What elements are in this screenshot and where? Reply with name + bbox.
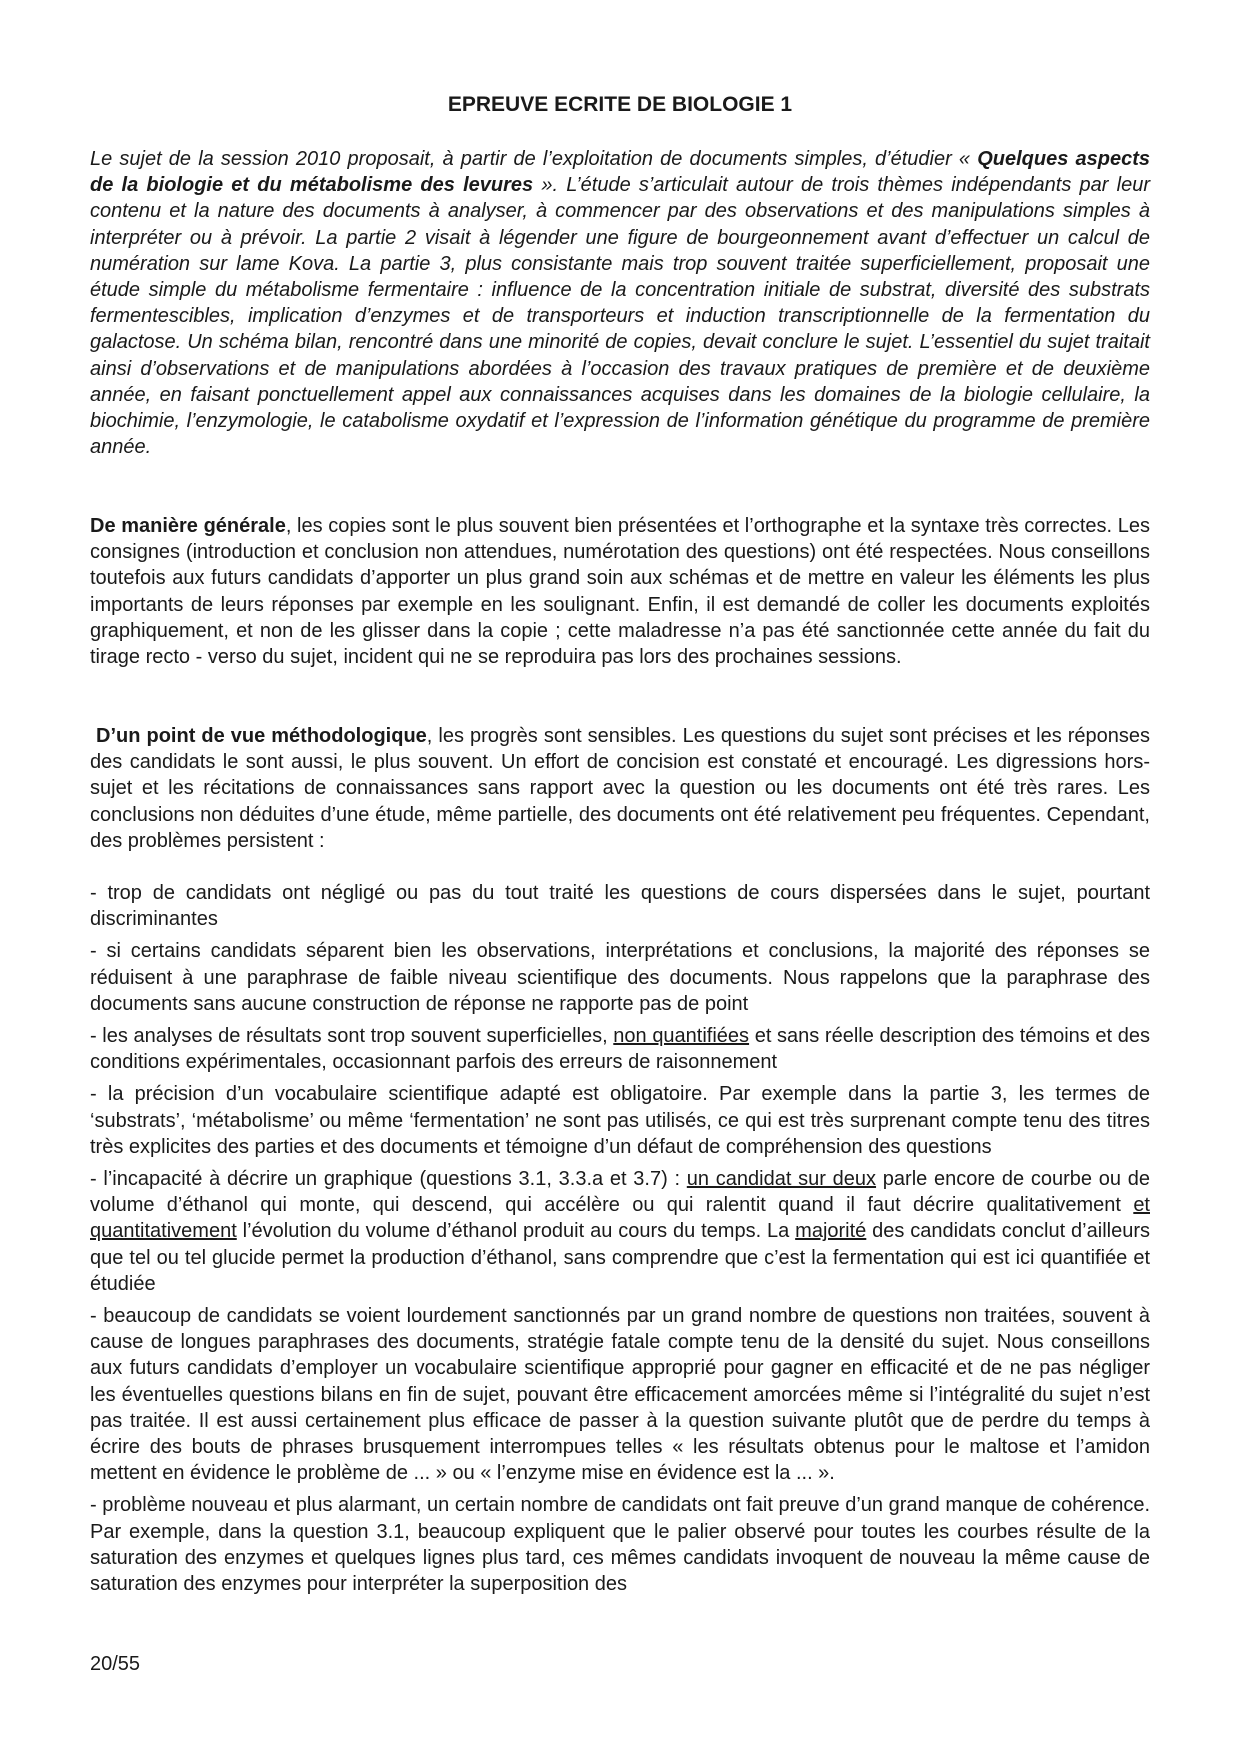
underlined-text: non quantifiées (613, 1025, 750, 1048)
problem-item: - si certains candidats séparent bien les observations, interprétations et conclusions, la majorité des réponses se réduisent à une paraphrase de faible niveau scientifique des documents. Nous rappelons que la paraphrase des documents sans aucune construction de réponse ne rapporte pas de point (90, 940, 1150, 1015)
problem-text: et sans réelle description des témoins et des conditions expérimentales, occasionnant parfois des erreurs de raisonnement (90, 1025, 1150, 1074)
general-lead: De manière générale (90, 515, 286, 537)
problem-text: - l’incapacité à décrire un graphique (questions 3.1, 3.3.a et 3.7) : (90, 1168, 687, 1191)
intro-paragraph (90, 146, 1150, 460)
general-section (90, 513, 1150, 670)
problem-item (90, 1023, 1150, 1075)
general-text: , les copies sont le plus souvent bien présentées et l’orthographe et la syntaxe très correctes. Les consignes (introduction et conclusion non attendues, numérotation des questions) ont été respectées. Nous conseillons toutefois aux futurs candidats d’apporter un plus grand soin aux schémas et de mettre en valeur les éléments les plus importants de leurs réponses par exemple en les soulignant. Enfin, il est demandé de coller les documents exploités graphiquement, et non de les glisser dans la copie ; cette maladresse n’a pas été sanctionnée cette année du fait du tirage recto - verso du sujet, incident qui ne se reproduira pas lors des prochaines sessions. (90, 515, 1150, 669)
problem-item: - beaucoup de candidats se voient lourdement sanctionnés par un grand nombre de questions non traitées, souvent à cause de longues paraphrases des documents, stratégie fatale compte tenu de la densité du sujet. Nous conseillons aux futurs candidats d’employer un vocabulaire scientifique approprié pour gagner en efficacité et de ne pas négliger les éventuelles questions bilans en fin de sujet, pouvant être efficacement amorcées même si l’intégralité du sujet n’est pas traitée. Il est aussi certainement plus efficace de passer à la question suivante plutôt que de perdre du temps à écrire des bouts de phrases brusquement interrompues telles « les résultats obtenus pour le maltose et l’amidon mettent en évidence le problème de ... » ou « l’enzyme mise en évidence est la ... ». (90, 1305, 1150, 1485)
method-lead: D’un point de vue méthodologique (96, 725, 427, 747)
subject-title: Quelques aspects de la biologie et du métabolisme des levures (90, 148, 1150, 197)
general-paragraph (90, 513, 1150, 670)
problems-list (90, 880, 1150, 1603)
underlined-text: majorité (795, 1220, 867, 1243)
problem-item: - trop de candidats ont négligé ou pas du tout traité les questions de cours dispersées dans le sujet, pourtant discriminantes (90, 882, 1150, 931)
method-paragraph (90, 723, 1150, 854)
problem-item: - problème nouveau et plus alarmant, un certain nombre de candidats ont fait preuve d’un grand manque de cohérence. Par exemple, dans la question 3.1, beaucoup expliquent que le palier observé pour toutes les courbes résulte de la saturation des enzymes et quelques lignes plus tard, ces mêmes candidats invoquent de nouveau la même cause de saturation des enzymes pour interpréter la superposition des (90, 1494, 1150, 1596)
intro-text-end: ». L’étude s’articulait autour de trois thèmes indépendants par leur contenu et la nature des documents à analyser, à commencer par des observations et des manipulations simples à interpréter ou à prévoir. La partie 2 visait à légender une figure de bourgeonnement avant d’effectuer un calcul de numération sur lame Kova. La partie 3, plus consistante mais trop souvent traitée superficiellement, proposait une étude simple du métabolisme fermentaire : influence de la concentration initiale de substrat, diversité des substrats fermentescibles, implication d’enzymes et de transporteurs et induction transcriptionnelle de la fermentation du galactose. Un schéma bilan, rencontré dans une minorité de copies, devait conclure le sujet. L’essentiel du sujet traitait ainsi d’observations et de manipulations abordées à l’occasion des travaux pratiques de première et de deuxième année, en faisant ponctuellement appel aux connaissances acquises dans les domaines de la biologie cellulaire, la biochimie, l’enzymologie, le catabolisme oxydatif et l’expression de l’information génétique du programme de première année. (90, 174, 1150, 459)
underlined-text: et quantitativement (90, 1194, 1150, 1243)
problem-text: parle encore de courbe ou de volume d’éthanol qui monte, qui descend, qui accélère ou qui ralentit quand il faut décrire qualitativement (90, 1168, 1151, 1217)
intro-text-start: Le sujet de la session 2010 proposait, à partir de l’exploitation de documents simples, d’étudier « (90, 148, 978, 170)
page-number: 20/55 (90, 1653, 141, 1675)
intro-section (90, 146, 1150, 460)
problem-text: - les analyses de résultats sont trop souvent superficielles, (90, 1025, 614, 1048)
underlined-text: un candidat sur deux (686, 1168, 877, 1191)
problem-item (90, 1166, 1150, 1297)
problem-item: - la précision d’un vocabulaire scientifique adapté est obligatoire. Par exemple dans la partie 3, les termes de ‘substrats’, ‘métabolisme’ ou même ‘fermentation’ ne sont pas utilisés, ce qui est très surprenant compte tenu des titres très explicites des parties et des documents et témoigne d’un défaut de compréhension des questions (90, 1083, 1150, 1158)
method-text: , les progrès sont sensibles. Les questions du sujet sont précises et les réponses des candidats le sont aussi, le plus souvent. Un effort de concision est constaté et encouragé. Les digressions hors-sujet et les récitations de connaissances sans rapport avec la question ou les documents ont été très rares. Les conclusions non déduites d’une étude, même partielle, des documents ont été relativement peu fréquentes. Cependant, des problèmes persistent : (90, 725, 1150, 852)
method-section (90, 723, 1150, 854)
problem-text: l’évolution du volume d’éthanol produit au cours du temps. La (236, 1220, 796, 1243)
page-title: EPREUVE ECRITE DE BIOLOGIE 1 (447, 93, 793, 116)
problem-text: des candidats conclut d’ailleurs que tel ou tel glucide permet la production d’éthanol, sans comprendre que c’est la fermentation qui est ici quantifiée et étudiée (90, 1220, 1150, 1295)
